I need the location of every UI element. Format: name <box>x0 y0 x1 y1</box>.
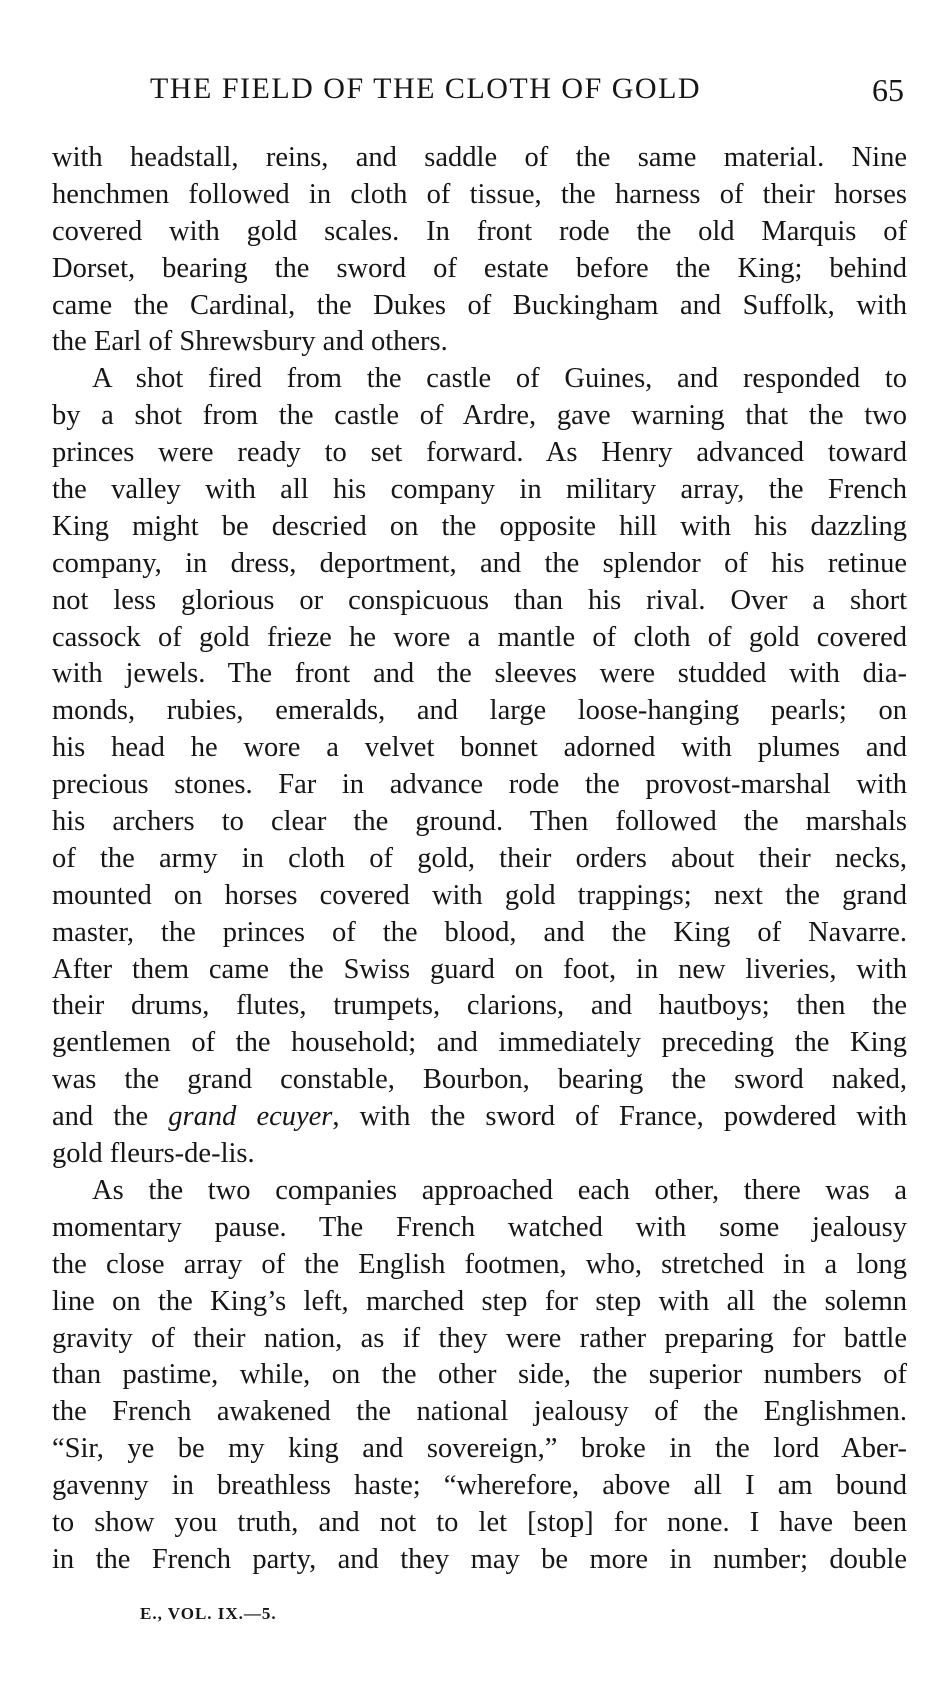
text-line: princes were ready to set forward. As Henry advanced toward <box>52 437 907 469</box>
text-line: master, the princes of the blood, and the King of Navarre. <box>52 916 907 948</box>
text-line: than pastime, while, on the other side, the superior numbers of <box>52 1359 907 1391</box>
text-line: company, in dress, deportment, and the splendor of his retinue <box>52 547 907 579</box>
text-line: with headstall, reins, and saddle of the same material. Nine <box>52 142 907 173</box>
text-line: their drums, flutes, trumpets, clarions, and hautboys; then the <box>52 990 907 1022</box>
text-line: of the army in cloth of gold, their orders about their necks, <box>52 842 907 874</box>
text-line: the close array of the English footmen, who, stretched in a long <box>52 1248 907 1280</box>
page-number: 65 <box>872 72 904 108</box>
text-line: with jewels. The front and the sleeves were studded with dia- <box>52 658 907 690</box>
text-line: the Earl of Shrewsbury and others. <box>52 326 448 358</box>
text-line: King might be descried on the opposite hill with his dazzling <box>52 510 907 542</box>
text-line: covered with gold scales. In front rode the old Marquis of <box>52 215 907 247</box>
text-line: his head he wore a velvet bonnet adorned with plumes and <box>52 732 907 764</box>
text-line: As the two companies approached each other, there was a <box>92 1174 907 1206</box>
signature-mark: E., VOL. IX.—5. <box>140 1604 277 1623</box>
text-line: momentary pause. The French watched with some jealousy <box>52 1211 907 1243</box>
text-line: not less glorious or conspicuous than his rival. Over a short <box>52 584 907 616</box>
body-text <box>52 140 907 1579</box>
text-line: was the grand constable, Bourbon, bearing the sword naked, <box>52 1064 907 1096</box>
text-line: to show you truth, and not to let [stop] for none. I have been <box>52 1506 907 1538</box>
text-line: in the French party, and they may be more in number; double <box>52 1543 907 1575</box>
text-line: After them came the Swiss guard on foot, in new liveries, with <box>52 953 907 985</box>
text-line: precious stones. Far in advance rode the provost-marshal with <box>52 769 907 801</box>
text-line: line on the King’s left, marched step for step with all the solemn <box>52 1285 907 1317</box>
italic-phrase: grand ecuyer <box>168 1101 333 1133</box>
text-line: monds, rubies, emeralds, and large loose-hanging pearls; on <box>52 695 907 727</box>
text-segment: and the <box>52 1101 169 1133</box>
text-line: mounted on horses covered with gold trappings; next the grand <box>52 879 907 911</box>
text-line: gentlemen of the household; and immediately preceding the King <box>52 1027 907 1059</box>
text-line: the valley with all his company in military array, the French <box>52 474 907 506</box>
text-line: “Sir, ye be my king and sovereign,” broke in the lord Aber- <box>52 1433 907 1465</box>
running-head <box>150 72 910 122</box>
text-line: henchmen followed in cloth of tissue, the harness of their horses <box>52 178 907 210</box>
text-line-italic <box>52 1099 907 1136</box>
text-line: Dorset, bearing the sword of estate before the King; behind <box>52 252 907 284</box>
text-line: his archers to clear the ground. Then followed the marshals <box>52 806 907 838</box>
running-title: THE FIELD OF THE CLOTH OF GOLD <box>150 72 702 105</box>
text-line: A shot fired from the castle of Guines, and responded to <box>92 363 907 395</box>
text-line: gavenny in breathless haste; “wherefore, above all I am bound <box>52 1470 907 1502</box>
text-line: came the Cardinal, the Dukes of Buckingham and Suffolk, with <box>52 289 907 321</box>
text-line: by a shot from the castle of Ardre, gave warning that the two <box>52 400 907 432</box>
text-line: gold fleurs-de-lis. <box>52 1138 255 1170</box>
text-line: the French awakened the national jealousy of the Englishmen. <box>52 1396 907 1428</box>
text-line: gravity of their nation, as if they were rather preparing for battle <box>52 1322 907 1354</box>
text-segment: , with the sword of France, powdered with <box>332 1101 908 1133</box>
text-line: cassock of gold frieze he wore a mantle of cloth of gold covered <box>52 621 907 653</box>
